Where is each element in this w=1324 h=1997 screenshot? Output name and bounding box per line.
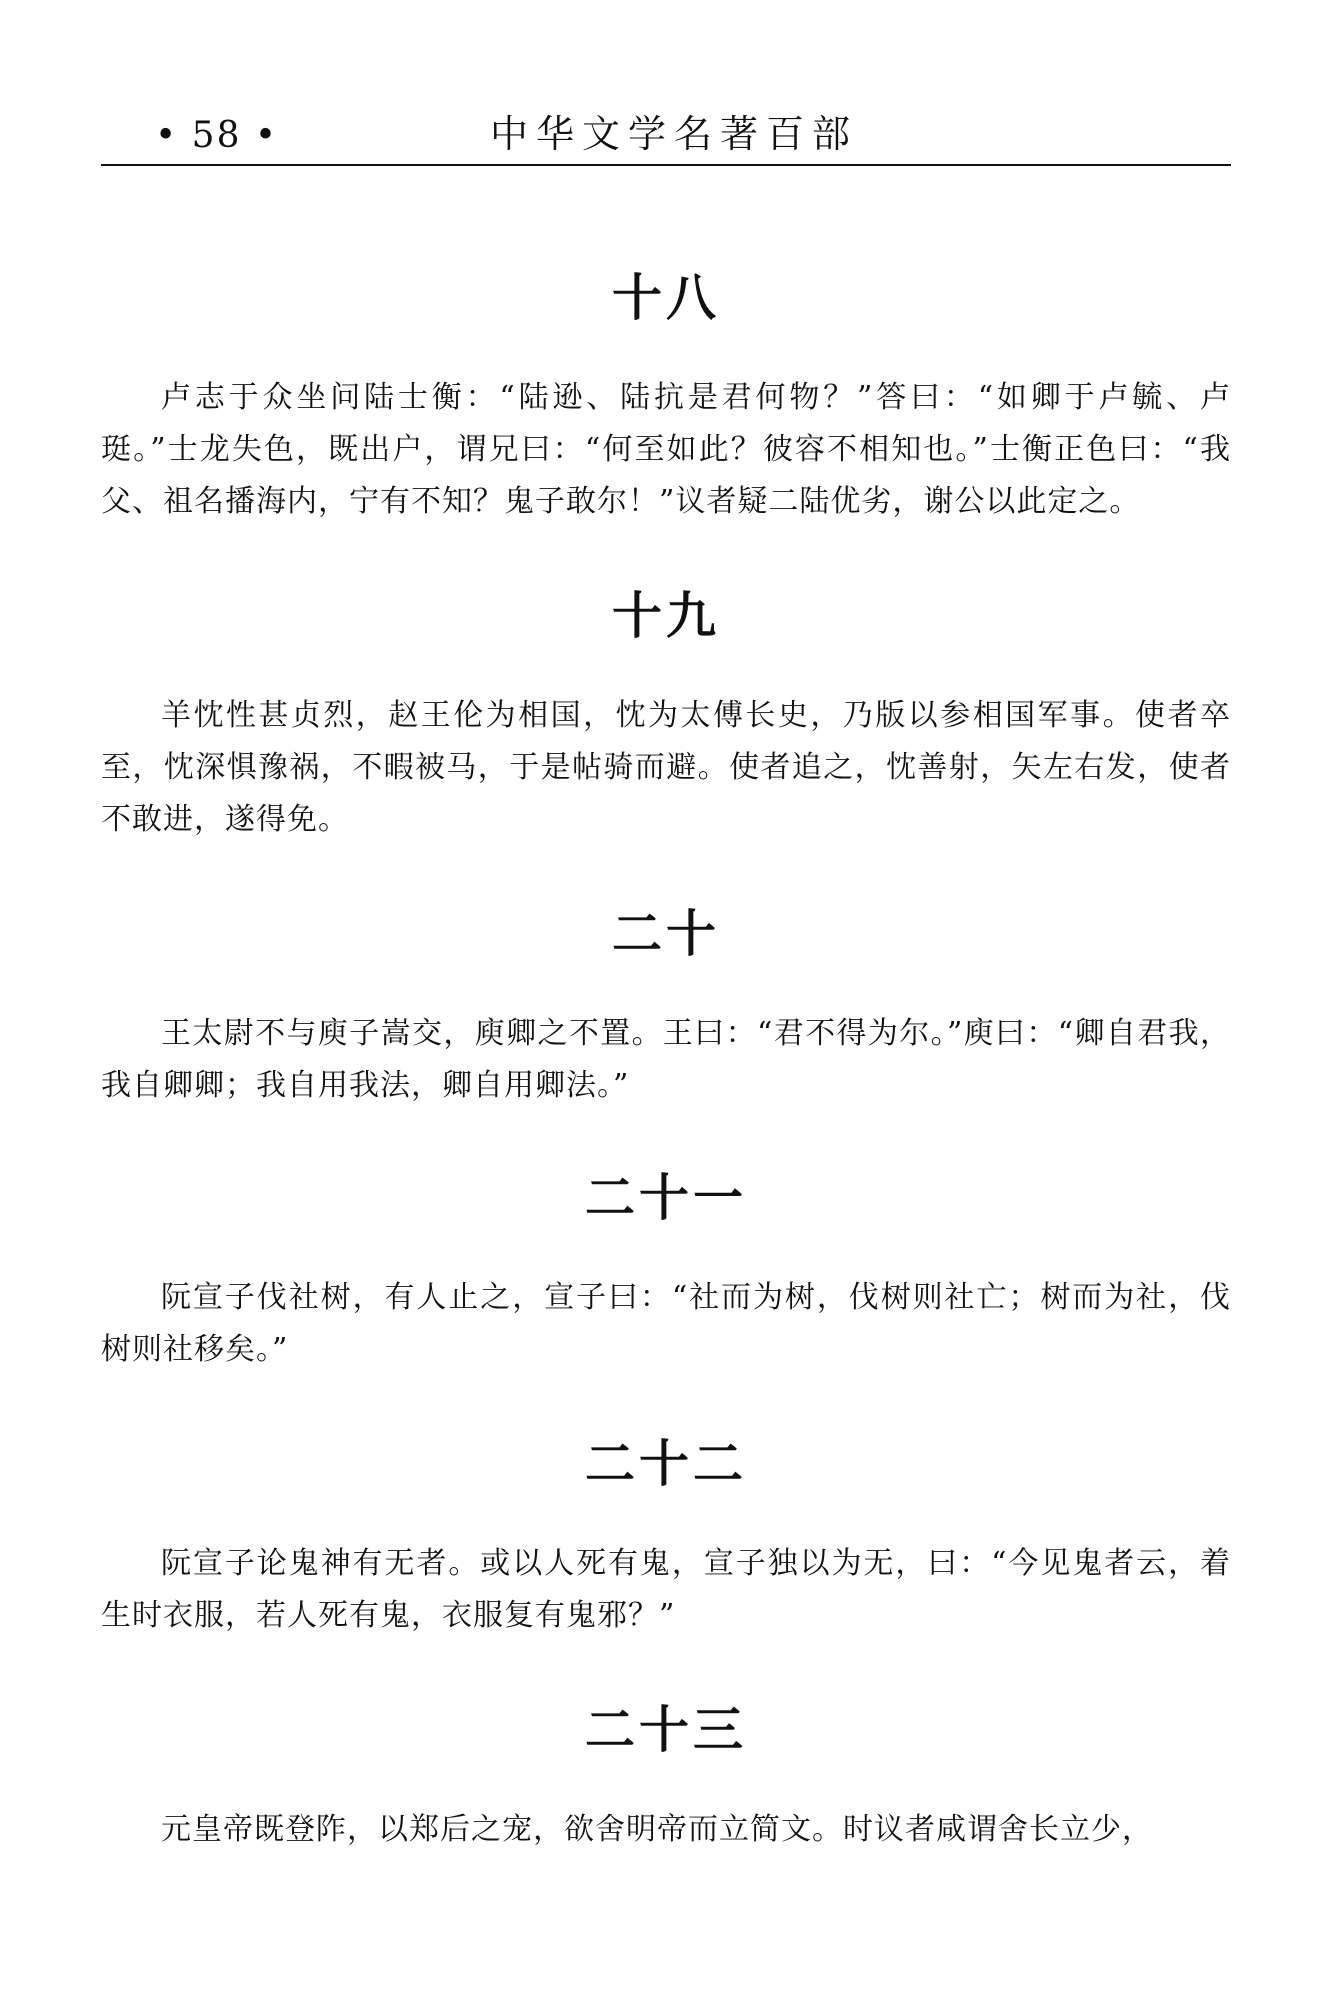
section-body: 卢志于众坐问陆士衡：“陆逊、陆抗是君何物？”答曰：“如卿于卢毓、卢珽。”士龙失色，既出户，谓兄曰：“何至如此？彼容不相知也。”士衡正色曰：“我父、祖名播海内，宁有不知？鬼子敢尔！”议者疑二陆优劣，谢公以此定之。	[101, 380, 1231, 519]
section-23	[101, 1700, 1231, 1856]
page-content	[101, 268, 1231, 1856]
section-body: 王太尉不与庾子嵩交，庾卿之不置。王曰：“君不得为尔。”庾曰：“卿自君我，我自卿卿；我自用我法，卿自用卿法。”	[101, 1016, 1231, 1103]
section-21	[101, 1168, 1231, 1376]
section-18	[101, 268, 1231, 528]
section-body: 阮宣子伐社树，有人止之，宣子曰：“社而为树，伐树则社亡；树而为社，伐树则社移矣。”	[101, 1280, 1231, 1367]
section-heading: 二十一	[585, 1169, 747, 1227]
section-20	[101, 904, 1231, 1112]
section-heading: 二十二	[585, 1435, 747, 1493]
section-19	[101, 586, 1231, 846]
section-heading: 二十	[612, 905, 720, 963]
section-body: 阮宣子论鬼神有无者。或以人死有鬼，宣子独以为无，曰：“今见鬼者云，着生时衣服，若人死有鬼，衣服复有鬼邪？”	[101, 1546, 1231, 1633]
section-heading: 二十三	[585, 1701, 747, 1759]
section-heading: 十八	[612, 269, 720, 327]
section-body: 羊忱性甚贞烈，赵王伦为相国，忱为太傅长史，乃版以参相国军事。使者卒至，忱深惧豫祸，不暇被马，于是帖骑而避。使者追之，忱善射，矢左右发，使者不敢进，遂得免。	[101, 698, 1231, 837]
book-title: 中华文学名著百部	[489, 112, 858, 156]
section-body: 元皇帝既登阼，以郑后之宠，欲舍明帝而立简文。时议者咸谓舍长立少，	[161, 1812, 1153, 1847]
section-heading: 十九	[612, 587, 720, 645]
page-number: • 58 •	[155, 115, 279, 156]
running-header	[101, 104, 1231, 166]
section-22	[101, 1434, 1231, 1642]
